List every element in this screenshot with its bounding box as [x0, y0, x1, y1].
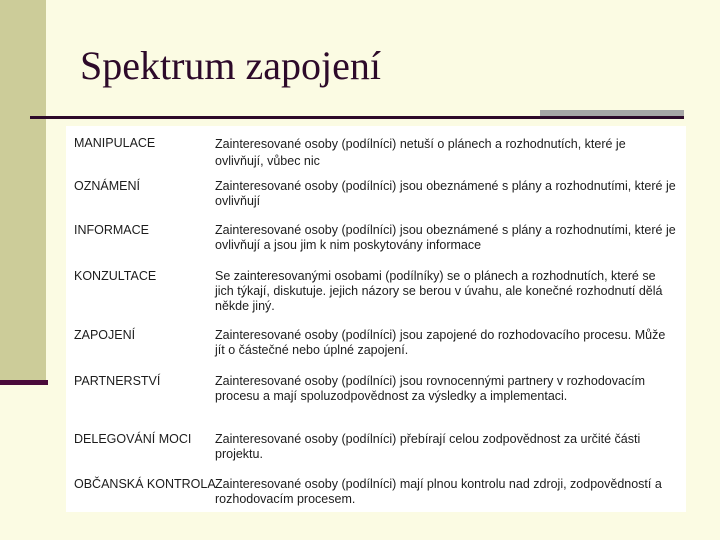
row-description: Zainteresované osoby (podílníci) mají plnou kontrolu nad zdroji, zodpovědností a rozhodovacím procesem.: [215, 477, 662, 506]
left-accent-edge: [0, 380, 48, 385]
row-description: Zainteresované osoby (podílníci) jsou obeznámené s plány a rozhodnutími, které je ovlivňují a jsou jim k nim poskytovány informace: [215, 223, 676, 252]
row-description: Zainteresované osoby (podílníci) netuší o plánech a rozhodnutích, které je ovlivňují, vůbec nic: [215, 137, 626, 168]
slide-title: Spektrum zapojení: [80, 43, 382, 88]
left-accent-band: [0, 0, 46, 384]
title-rule: [30, 116, 684, 119]
row-description: Zainteresované osoby (podílníci) jsou obeznámené s plány a rozhodnutími, které je ovlivňují: [215, 179, 676, 208]
row-term: OZNÁMENÍ: [74, 179, 140, 193]
row-term: ZAPOJENÍ: [74, 328, 136, 342]
row-term: MANIPULACE: [74, 136, 156, 150]
row-term: INFORMACE: [74, 223, 149, 237]
row-term: PARTNERSTVÍ: [74, 374, 161, 388]
row-term: KONZULTACE: [74, 269, 157, 283]
row-description: Se zainteresovanými osobami (podílníky) se o plánech a rozhodnutích, které se jich týkají, diskutuje. jejich názory se berou v úvahu, ale konečné rozhodnutí dělá někde jiný.: [215, 269, 663, 313]
row-description: Zainteresované osoby (podílníci) přebírají celou zodpovědnost za určité části projektu.: [215, 432, 641, 461]
row-description: Zainteresované osoby (podílníci) jsou rovnocennými partnery v rozhodovacím procesu a mají spoluzodpovědnost za výsledky a implementaci.: [215, 374, 646, 403]
row-term: DELEGOVÁNÍ MOCI: [74, 432, 192, 446]
row-description: Zainteresované osoby (podílníci) jsou zapojené do rozhodovacího procesu. Může jít o částečné nebo úplné zapojení.: [215, 328, 666, 357]
participation-spectrum-table: [66, 126, 686, 512]
row-term: OBČANSKÁ KONTROLA: [74, 477, 216, 491]
